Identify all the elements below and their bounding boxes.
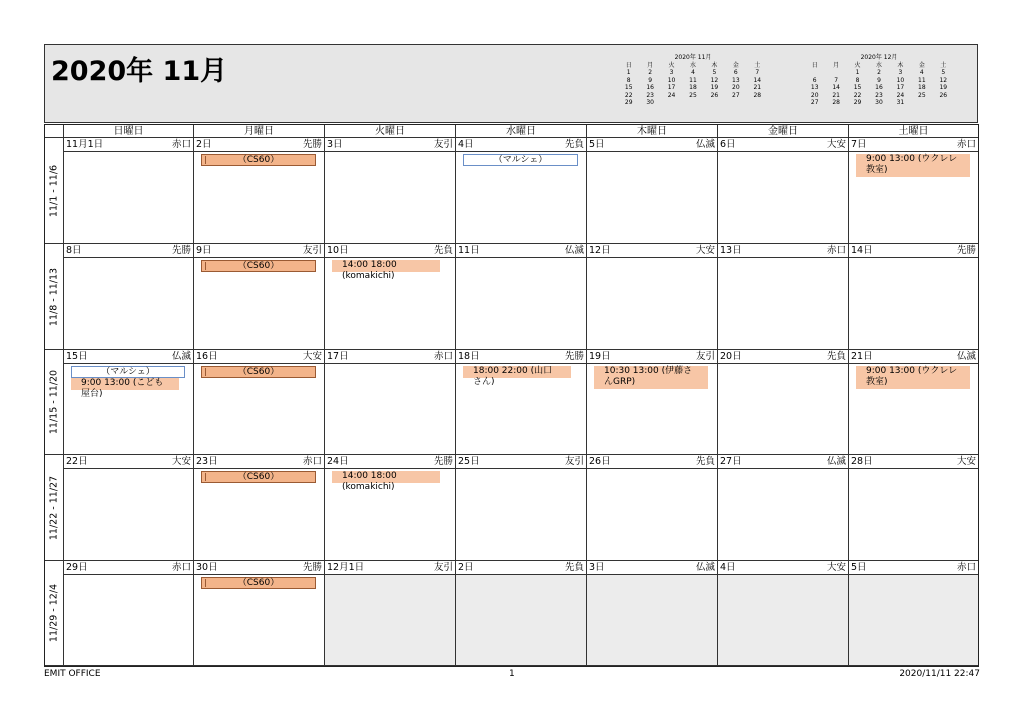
mini-calendar-day: 14 (832, 84, 840, 91)
mini-calendar-day: 6 (733, 69, 738, 76)
day-cell-header (194, 138, 324, 152)
rokuyo-label: 先負 (433, 245, 453, 256)
mini-calendar-day: 24 (896, 91, 905, 99)
day-number: 25日 (458, 456, 480, 467)
day-cell[interactable] (717, 561, 848, 666)
day-cell-header (587, 138, 717, 152)
mini-calendar-day (804, 69, 825, 77)
mini-calendar-title: 2020年 12月 (860, 54, 898, 61)
mini-calendar-day: 5 (941, 69, 946, 76)
mini-calendar-day: 19 (939, 84, 948, 91)
event-cs60[interactable]: （CS60） (201, 260, 316, 272)
month-calendar-grid (44, 124, 979, 667)
mini-calendar-day: 17 (896, 84, 905, 91)
mini-calendar-day: 26 (939, 91, 948, 99)
rokuyo-label: 赤口 (171, 562, 191, 573)
day-number: 30日 (196, 562, 218, 573)
day-number: 22日 (66, 456, 88, 467)
mini-calendar-weekday: 火 (668, 61, 675, 69)
day-cell[interactable] (848, 561, 978, 666)
day-number: 9日 (196, 245, 212, 256)
mini-calendar-weekday: 土 (940, 61, 947, 69)
rokuyo-label: 先負 (695, 456, 715, 467)
mini-calendar-day: 27 (810, 99, 819, 106)
event-item[interactable]: 18:00 22:00 (山口さん) (463, 366, 571, 378)
event-item[interactable]: 14:00 18:00 (komakichi) (332, 471, 440, 483)
mini-calendar-weekday: 日 (811, 61, 818, 69)
mini-calendar-weekday: 土 (754, 61, 761, 69)
rokuyo-label: 先勝 (171, 245, 191, 256)
day-number: 28日 (851, 456, 873, 467)
day-cell-header (849, 138, 978, 152)
day-cell[interactable] (193, 138, 324, 244)
day-cell-header (64, 455, 193, 469)
event-marche[interactable]: （マルシェ） (463, 154, 578, 166)
mini-calendar (618, 54, 768, 107)
day-cell-header (587, 455, 717, 469)
day-cell[interactable] (324, 455, 455, 561)
mini-calendar-day: 26 (710, 91, 719, 99)
day-number: 8日 (66, 245, 82, 256)
day-number: 2日 (458, 562, 474, 573)
day-cell[interactable] (717, 244, 848, 350)
day-number: 12日 (589, 245, 611, 256)
day-number: 21日 (851, 351, 873, 362)
day-number: 4日 (458, 139, 474, 150)
mini-calendar-day: 18 (689, 84, 697, 91)
day-cell[interactable] (324, 350, 455, 455)
day-number: 6日 (720, 139, 736, 150)
day-cell[interactable] (717, 350, 848, 455)
mini-calendar-day: 5 (712, 69, 717, 76)
mini-calendar-day: 29 (853, 99, 862, 106)
week-range-label: 11/1 - 11/6 (48, 164, 60, 217)
day-cell[interactable] (324, 561, 455, 666)
mini-calendar-day: 19 (710, 84, 719, 91)
mini-calendar-weekday: 木 (897, 61, 904, 69)
rokuyo-label: 先負 (826, 351, 846, 362)
day-cell-header (456, 244, 586, 258)
mini-calendar-day: 7 (834, 76, 839, 84)
week-range-label: 11/29 - 12/4 (48, 583, 60, 643)
day-cell-header (325, 455, 455, 469)
mini-calendar-day: 21 (753, 84, 762, 91)
mini-calendar-day: 9 (648, 76, 653, 84)
mini-calendar-day: 13 (732, 76, 740, 84)
mini-calendar-day: 4 (919, 69, 924, 76)
day-number: 26日 (589, 456, 611, 467)
grid-corner (45, 125, 63, 138)
week-range-label: 11/8 - 11/13 (48, 267, 60, 326)
mini-calendar-day: 31 (896, 99, 905, 106)
mini-calendar-day: 12 (939, 76, 948, 84)
day-cell[interactable] (455, 561, 586, 666)
day-cell-header (64, 244, 193, 258)
mini-calendar-day: 28 (753, 91, 762, 99)
week-range-label-cell (45, 350, 63, 455)
mini-calendar-day: 23 (646, 91, 654, 99)
rokuyo-label: 大安 (695, 245, 715, 256)
mini-calendar-day (825, 69, 846, 77)
mini-calendar-weekday: 水 (689, 61, 696, 69)
rokuyo-label: 仏滅 (564, 245, 584, 256)
rokuyo-label: 先勝 (302, 139, 322, 150)
day-number: 11日 (458, 245, 480, 256)
rokuyo-label: 赤口 (433, 351, 453, 362)
mini-calendar-day: 18 (918, 84, 926, 91)
rokuyo-label: 仏滅 (171, 351, 191, 362)
mini-calendar-day: 20 (732, 84, 740, 91)
mini-calendar-day: 16 (646, 84, 654, 91)
mini-calendar-weekday: 月 (833, 61, 840, 69)
mini-calendar-weekday: 日 (625, 61, 632, 69)
rokuyo-label: 先勝 (302, 562, 322, 573)
rokuyo-label: 先勝 (433, 456, 453, 467)
day-cell[interactable] (455, 350, 586, 455)
mini-calendar-day: 10 (667, 76, 676, 84)
day-cell-header (718, 138, 848, 152)
day-cell[interactable] (63, 455, 193, 561)
day-cell-header (456, 455, 586, 469)
mini-calendar-day: 23 (875, 91, 883, 99)
week-range-label-cell (45, 455, 63, 561)
event-item[interactable]: 9:00 13:00 (ウクレレ教室) (856, 154, 970, 177)
weekday-header: 木曜日 (586, 125, 717, 138)
day-cell[interactable] (586, 138, 717, 244)
mini-calendar-day: 17 (667, 84, 676, 91)
rokuyo-label: 大安 (956, 456, 976, 467)
event-item[interactable]: 9:00 13:00 (ウクレレ教室) (856, 366, 970, 389)
event-item[interactable]: 9:00 13:00 (こども屋台) (71, 378, 179, 390)
rokuyo-label: 友引 (433, 562, 453, 573)
day-number: 27日 (720, 456, 742, 467)
mini-calendar-day: 20 (810, 91, 819, 99)
day-cell[interactable] (586, 455, 717, 561)
mini-calendar-day: 8 (855, 76, 860, 84)
day-cell[interactable] (455, 244, 586, 350)
weekday-header: 火曜日 (324, 125, 455, 138)
day-cell[interactable] (193, 455, 324, 561)
day-cell[interactable] (193, 244, 324, 350)
day-cell-header (325, 561, 455, 575)
day-cell[interactable] (324, 138, 455, 244)
mini-calendar-day (704, 99, 725, 107)
week-range-label: 11/15 - 11/20 (48, 369, 60, 435)
weekday-header: 日曜日 (63, 125, 193, 138)
mini-calendar-day (911, 99, 932, 107)
mini-calendar-day: 25 (689, 91, 697, 99)
day-cell[interactable] (63, 244, 193, 350)
mini-calendar-day: 2 (648, 69, 653, 76)
day-cell[interactable] (193, 561, 324, 666)
event-item[interactable]: 10:30 13:00 (伊藤さんGRP) (594, 366, 708, 389)
day-number: 19日 (589, 351, 611, 362)
day-cell[interactable] (848, 455, 978, 561)
mini-calendar-day: 16 (875, 84, 883, 91)
rokuyo-label: 友引 (695, 351, 715, 362)
mini-calendar-day: 24 (667, 91, 676, 99)
event-item[interactable]: 14:00 18:00 (komakichi) (332, 260, 440, 272)
mini-calendar-day: 30 (646, 99, 654, 106)
day-cell[interactable] (455, 138, 586, 244)
mini-calendar-day: 21 (832, 91, 840, 99)
day-cell[interactable] (193, 350, 324, 455)
week-range-label-cell (45, 138, 63, 244)
rokuyo-label: 仏滅 (826, 456, 846, 467)
mini-calendar-day: 4 (691, 69, 695, 76)
weekday-header: 水曜日 (455, 125, 586, 138)
rokuyo-label: 大安 (171, 456, 191, 467)
rokuyo-label: 先負 (564, 562, 584, 573)
day-cell-header (194, 561, 324, 575)
day-number: 10日 (327, 245, 349, 256)
day-cell-header (64, 138, 193, 152)
day-cell-header (325, 350, 455, 364)
day-cell[interactable] (63, 138, 193, 244)
footer-timestamp: 2020/11/11 22:47 (899, 669, 980, 679)
day-cell-header (587, 561, 717, 575)
weekday-header: 金曜日 (717, 125, 848, 138)
rokuyo-label: 仏滅 (695, 562, 715, 573)
day-cell[interactable] (586, 350, 717, 455)
day-number: 29日 (66, 562, 88, 573)
day-number: 24日 (327, 456, 349, 467)
day-number: 16日 (196, 351, 218, 362)
event-marche[interactable]: （マルシェ） (71, 366, 185, 378)
rokuyo-label: 友引 (564, 456, 584, 467)
event-cs60[interactable]: （CS60） (201, 366, 316, 378)
calendar-header (44, 44, 978, 123)
mini-calendar-day: 25 (918, 91, 926, 99)
mini-calendar-day: 14 (753, 76, 762, 84)
mini-calendar-day: 8 (626, 76, 631, 84)
mini-calendar-title: 2020年 11月 (674, 54, 712, 61)
day-number: 18日 (458, 351, 480, 362)
day-number: 5日 (851, 562, 867, 573)
day-cell-header (456, 138, 586, 152)
week-range-label-cell (45, 244, 63, 350)
mini-calendar-day: 11 (689, 76, 697, 84)
mini-calendar-weekday: 水 (875, 61, 882, 69)
mini-calendar-day: 6 (812, 76, 817, 84)
day-cell-header (64, 561, 193, 575)
day-number: 2日 (196, 139, 212, 150)
rokuyo-label: 先負 (564, 139, 584, 150)
rokuyo-label: 仏滅 (956, 351, 976, 362)
mini-calendar-day: 2 (877, 69, 881, 76)
day-cell-header (194, 455, 324, 469)
mini-calendar-day: 15 (624, 84, 633, 91)
footer-company: EMIT OFFICE (44, 669, 101, 679)
mini-calendar-day: 7 (755, 69, 760, 76)
mini-calendar-day: 28 (832, 99, 840, 106)
event-cs60[interactable]: （CS60） (201, 471, 316, 483)
footer-page-number: 1 (509, 669, 515, 679)
rokuyo-label: 赤口 (956, 139, 976, 150)
mini-calendar-day: 15 (853, 84, 862, 91)
day-cell-header (587, 350, 717, 364)
rokuyo-label: 仏滅 (695, 139, 715, 150)
mini-calendar-day: 3 (669, 69, 674, 76)
page-title: 2020年 11月 (51, 56, 228, 87)
mini-calendar-day (933, 99, 954, 107)
day-cell-header (325, 244, 455, 258)
day-cell-header (718, 244, 848, 258)
week-range-label-cell (45, 561, 63, 666)
day-number: 4日 (720, 562, 736, 573)
mini-calendar-weekday: 月 (647, 61, 654, 69)
mini-calendar-weekday: 金 (732, 61, 739, 69)
day-cell-header (194, 350, 324, 364)
day-cell[interactable] (63, 350, 193, 455)
day-number: 20日 (720, 351, 742, 362)
mini-calendar-day: 3 (898, 69, 903, 76)
day-cell-header (325, 138, 455, 152)
rokuyo-label: 先勝 (956, 245, 976, 256)
rokuyo-label: 赤口 (826, 245, 846, 256)
rokuyo-label: 友引 (302, 245, 322, 256)
day-number: 3日 (589, 562, 605, 573)
weekday-header: 土曜日 (848, 125, 978, 138)
mini-calendar-day (661, 99, 682, 107)
day-cell-header (718, 350, 848, 364)
mini-calendar-day: 22 (624, 91, 633, 99)
day-number: 15日 (66, 351, 88, 362)
mini-calendar-day (682, 99, 703, 107)
day-cell-header (718, 455, 848, 469)
day-number: 3日 (327, 139, 343, 150)
day-cell-header (456, 350, 586, 364)
mini-calendar (804, 54, 954, 107)
rokuyo-label: 大安 (826, 139, 846, 150)
rokuyo-label: 赤口 (302, 456, 322, 467)
day-cell[interactable] (63, 561, 193, 666)
day-cell[interactable] (324, 244, 455, 350)
day-cell-header (849, 244, 978, 258)
day-cell[interactable] (848, 350, 978, 455)
mini-calendar-day: 1 (855, 69, 860, 76)
event-cs60[interactable]: （CS60） (201, 577, 316, 589)
mini-calendar-day: 29 (624, 99, 633, 106)
day-cell-header (718, 561, 848, 575)
day-cell-header (64, 350, 193, 364)
mini-calendar-day: 1 (626, 69, 631, 76)
event-cs60[interactable]: （CS60） (201, 154, 316, 166)
day-number: 11月1日 (66, 139, 104, 150)
rokuyo-label: 大安 (826, 562, 846, 573)
day-cell[interactable] (586, 561, 717, 666)
mini-calendar-day: 9 (877, 76, 881, 84)
mini-calendar-day: 12 (710, 76, 719, 84)
day-cell-header (849, 561, 978, 575)
day-cell-header (849, 350, 978, 364)
day-cell[interactable] (717, 138, 848, 244)
weekday-header: 月曜日 (193, 125, 324, 138)
day-cell-header (194, 244, 324, 258)
day-number: 23日 (196, 456, 218, 467)
mini-calendar-weekday: 木 (711, 61, 718, 69)
rokuyo-label: 先勝 (564, 351, 584, 362)
mini-calendar-day: 13 (810, 84, 819, 91)
day-cell[interactable] (455, 455, 586, 561)
day-number: 12月1日 (327, 562, 365, 573)
mini-calendar-day: 11 (918, 76, 926, 84)
day-cell[interactable] (848, 244, 978, 350)
mini-calendar-day: 30 (875, 99, 883, 106)
mini-calendar-weekday: 金 (918, 61, 925, 69)
rokuyo-label: 大安 (302, 351, 322, 362)
mini-calendar-day: 22 (853, 91, 862, 99)
day-cell-header (587, 244, 717, 258)
week-range-label: 11/22 - 11/27 (48, 475, 60, 540)
day-number: 5日 (589, 139, 605, 150)
day-cell[interactable] (717, 455, 848, 561)
rokuyo-label: 赤口 (171, 139, 191, 150)
mini-calendar-day: 10 (896, 76, 905, 84)
day-number: 7日 (851, 139, 867, 150)
day-cell-header (456, 561, 586, 575)
mini-calendar-day: 27 (732, 91, 740, 99)
rokuyo-label: 赤口 (956, 562, 976, 573)
day-number: 17日 (327, 351, 349, 362)
day-cell[interactable] (586, 244, 717, 350)
day-cell[interactable] (848, 138, 978, 244)
day-number: 14日 (851, 245, 873, 256)
mini-calendar-day (725, 99, 746, 107)
mini-calendar-day (747, 99, 768, 107)
mini-calendar-weekday: 火 (854, 61, 861, 69)
rokuyo-label: 友引 (433, 139, 453, 150)
day-number: 13日 (720, 245, 742, 256)
day-cell-header (849, 455, 978, 469)
